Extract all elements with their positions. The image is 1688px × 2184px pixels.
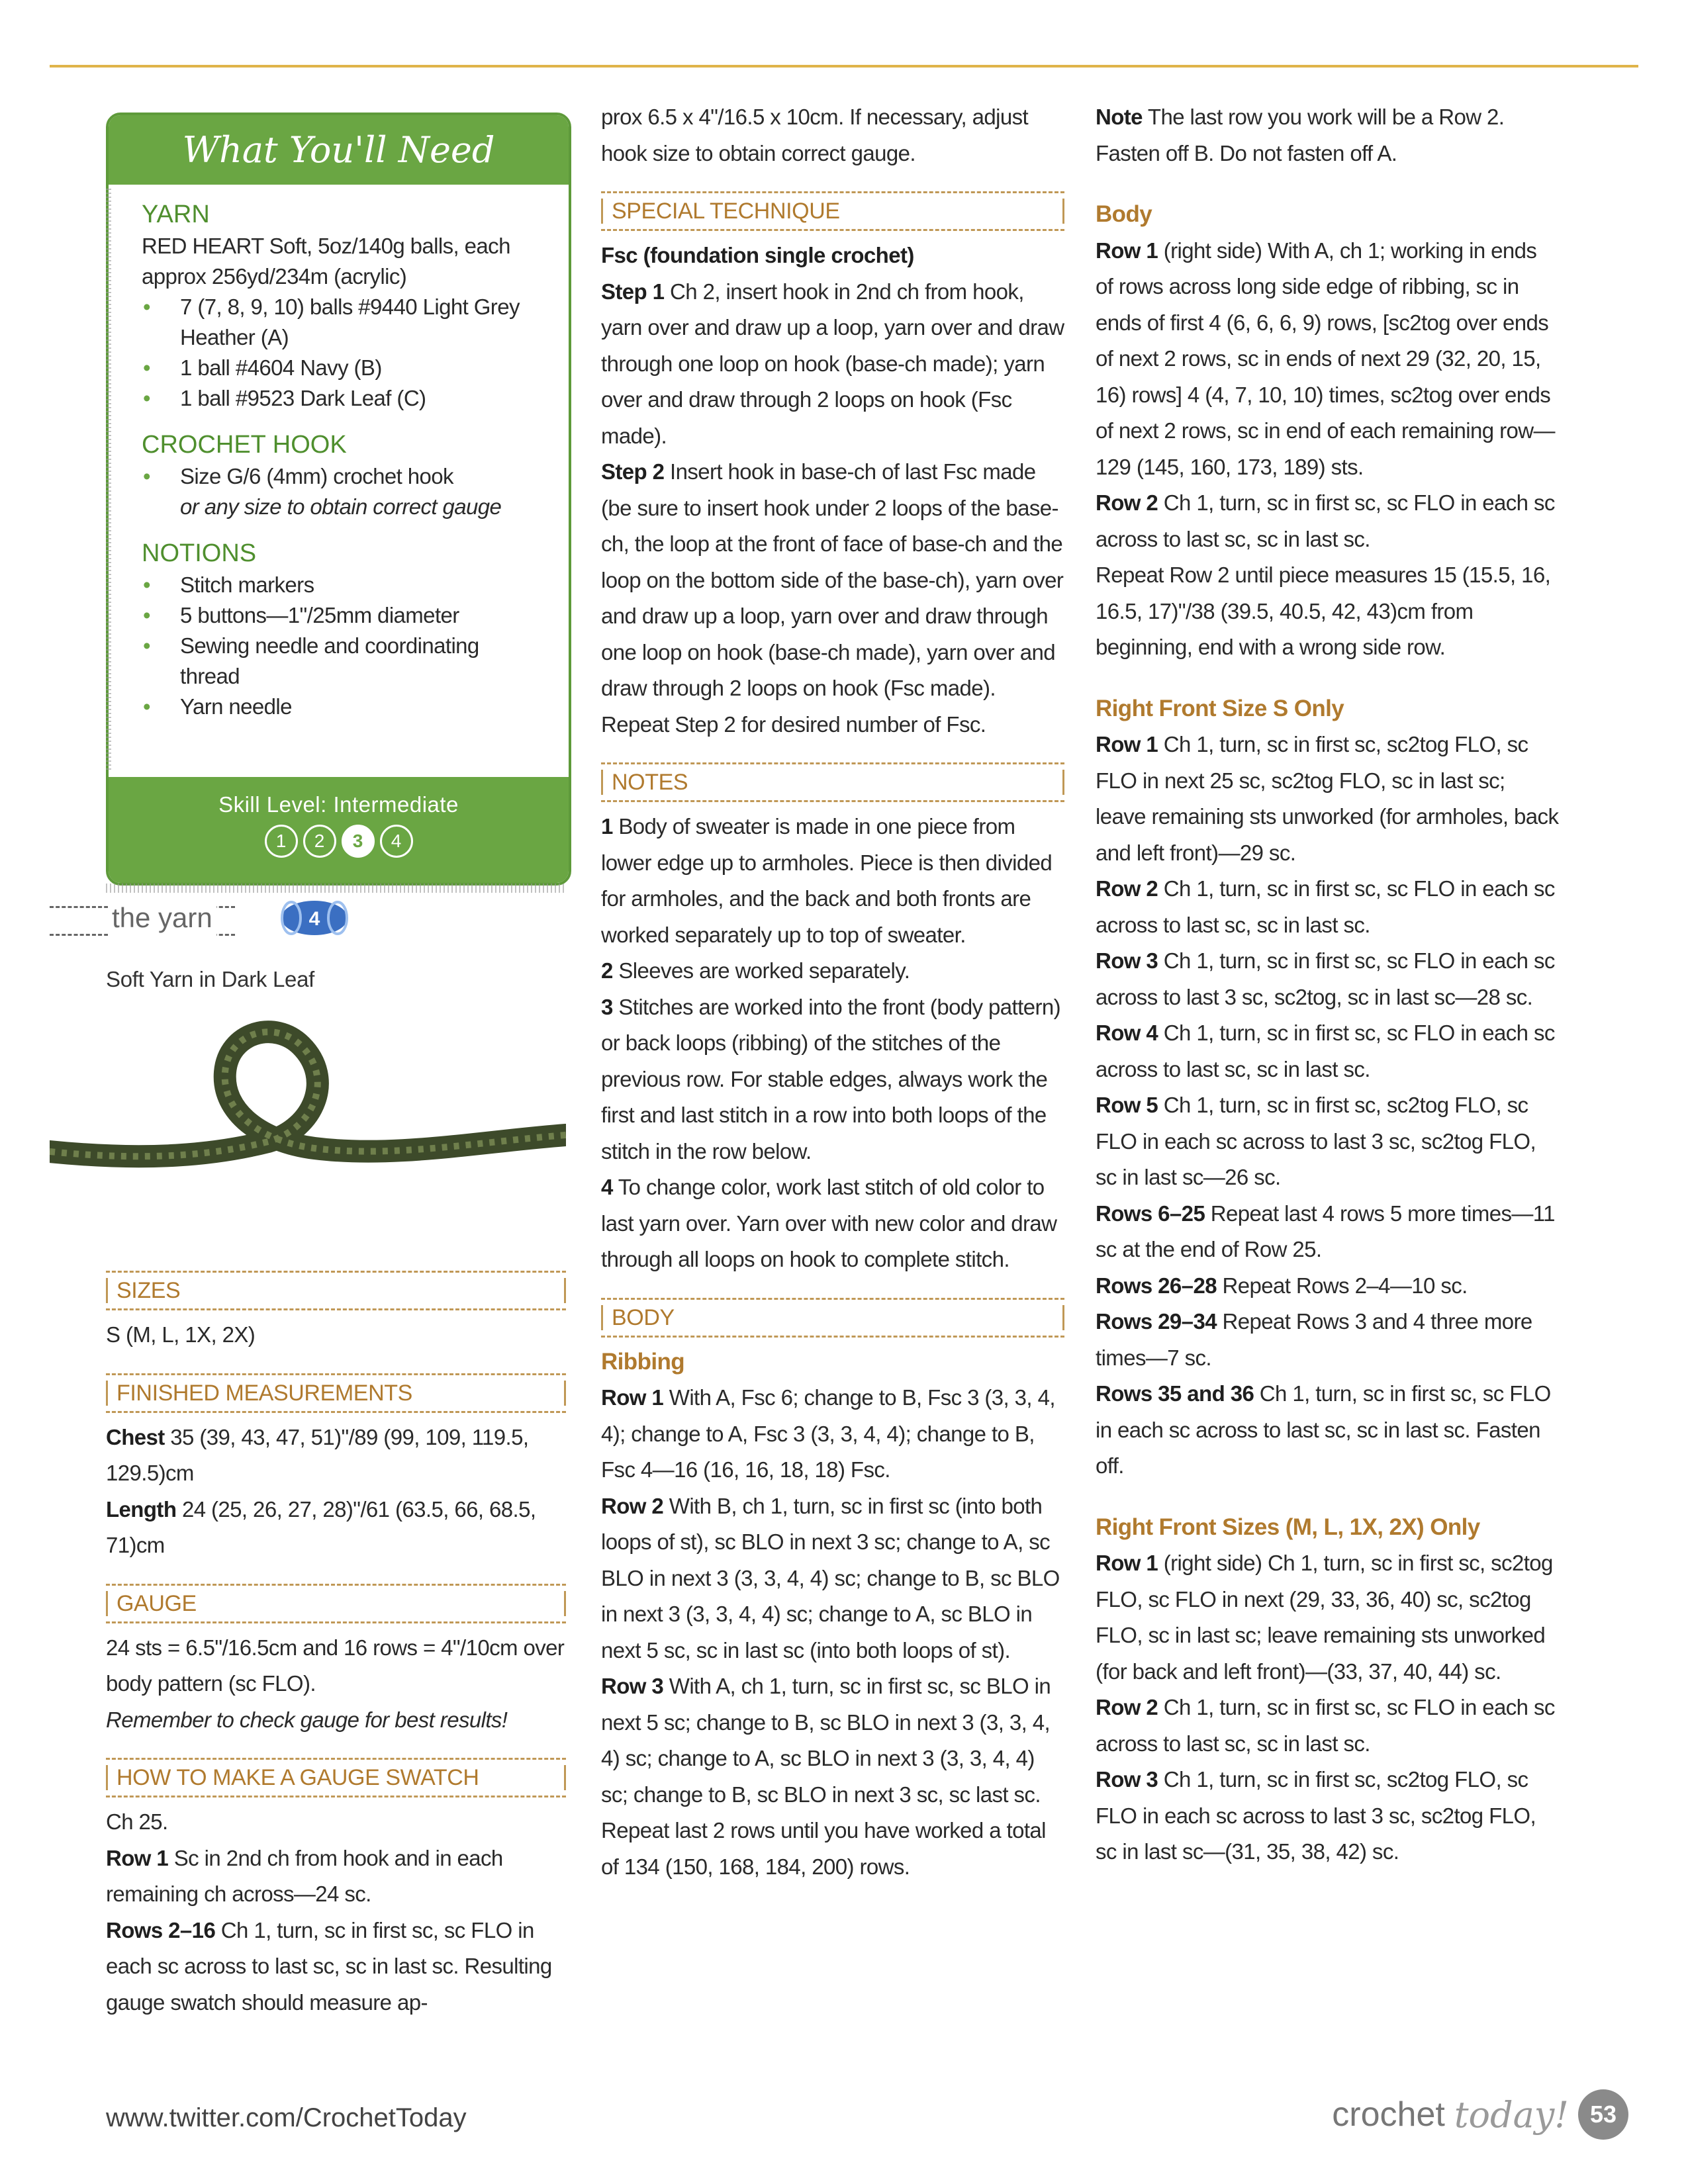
skill-level-label: Skill Level: Intermediate	[218, 792, 459, 817]
row-label: Row 1	[601, 1385, 664, 1410]
yarn-label-row	[50, 897, 328, 936]
s-rows6-25	[1096, 1196, 1559, 1268]
gauge-note: Remember to check gauge for best results!	[106, 1707, 508, 1732]
skill-level-dots	[109, 825, 569, 858]
row-label: Row 3	[1096, 1767, 1158, 1792]
gauge-heading: GAUGE	[106, 1584, 566, 1623]
row-text: With B, ch 1, turn, sc in first sc (into both loops of st), sc BLO in next 3 sc; change to A, sc BLO in next 3 (3, 3, 4, 4) sc; change to B, sc BLO in next 3 (3, 3, 4, 4) sc; change to A, sc BLO in next 5 sc, sc in last sc (into both loops of st).	[601, 1493, 1060, 1662]
yarn-weight-number: 4	[308, 908, 320, 930]
note-1	[601, 809, 1064, 953]
row-text: Ch 1, turn, sc in first sc, sc FLO in each sc across to last sc, sc in last sc.	[1096, 490, 1555, 551]
footer-brand	[1332, 2085, 1628, 2144]
chest-line	[106, 1420, 566, 1492]
footer-twitter-url[interactable]: www.twitter.com/CrochetToday	[106, 2103, 467, 2132]
skill-dot-2: 2	[303, 825, 336, 858]
yarn-item: • 1 ball #9523 Dark Leaf (C)	[142, 383, 542, 414]
m-row3	[1096, 1762, 1559, 1870]
note-text: Sleeves are worked separately.	[618, 958, 910, 983]
step-text: Ch 2, insert hook in 2nd ch from hook, yarn over and draw up a loop, yarn over and draw through one loop on hook (base-ch made); yarn over and draw through 2 loops on hook (Fsc made).	[601, 279, 1064, 448]
gauge-text: 24 sts = 6.5"/16.5cm and 16 rows = 4"/10cm over body pattern (sc FLO).	[106, 1635, 565, 1696]
body-heading: BODY	[601, 1298, 1064, 1338]
yarn-label: the yarn	[108, 898, 216, 938]
body-row2	[1096, 485, 1559, 557]
body-repeat: Repeat Row 2 until piece measures 15 (15.5, 16, 16.5, 17)"/38 (39.5, 40.5, 42, 43)cm from beginning, end with a wrong side row.	[1096, 563, 1551, 659]
notions-item: • Yarn needle	[142, 692, 542, 722]
yarn-item: • 7 (7, 8, 9, 10) balls #9440 Light Grey Heather (A)	[142, 292, 542, 353]
special-technique-heading: SPECIAL TECHNIQUE	[601, 191, 1064, 231]
length-label: Length	[106, 1496, 177, 1522]
fsc-title: Fsc (foundation single crochet)	[601, 243, 914, 267]
swatch-rows	[106, 1913, 566, 2021]
row-label: Row 3	[1096, 948, 1158, 973]
notions-heading: NOTIONS	[142, 539, 257, 567]
what-you-need-box	[106, 113, 571, 886]
step1	[601, 274, 1064, 455]
row-label: Rows 6–25	[1096, 1201, 1205, 1226]
notions-item: • 5 buttons—1"/25mm diameter	[142, 600, 542, 631]
skill-dot-3-active: 3	[342, 825, 375, 858]
row-text: Sc in 2nd ch from hook and in each remaining ch across—24 sc.	[106, 1845, 503, 1906]
s-rows26-28	[1096, 1268, 1559, 1304]
s-row4	[1096, 1015, 1559, 1087]
gauge-swatch-heading: HOW TO MAKE A GAUGE SWATCH	[106, 1758, 566, 1797]
note-text: Stitches are worked into the front (body pattern) or back loops (ribbing) of the stitches of the previous row. For stable edges, always work the first and last stitch in a row into both loops of the stitch in the row below.	[601, 994, 1060, 1163]
row-label: Row 2	[1096, 490, 1158, 515]
note-text: The last row you work will be a Row 2. Fasten off B. Do not fasten off A.	[1096, 105, 1505, 165]
skill-level-bar	[109, 777, 569, 883]
row-text: Ch 1, turn, sc in first sc, sc FLO in each sc across to last sc, sc in last sc. Resulting gauge swatch should measure ap-	[106, 1917, 552, 2015]
hook-list	[142, 461, 542, 522]
step-text: Insert hook in base-ch of last Fsc made (be sure to insert hook under 2 loops of the base-ch, the loop at the front of face of base-ch and the loop on the bottom side of the base-ch), yarn over and draw up a loop, yarn over and draw through one loop on hook (base-ch made), yarn over and draw through 2 loops on hook (Fsc made).	[601, 459, 1064, 700]
row-label: Row 5	[1096, 1093, 1158, 1117]
step2	[601, 454, 1064, 707]
ribbing-row1	[601, 1380, 1064, 1488]
finished-measurements-heading: FINISHED MEASUREMENTS	[106, 1373, 566, 1413]
row-text: Ch 1, turn, sc in first sc, sc2tog FLO, sc FLO in each sc across to last 3 sc, sc2tog FLO, sc in last sc—(31, 35, 38, 42) sc.	[1096, 1767, 1536, 1864]
row-label: Row 1	[106, 1845, 169, 1870]
note-2	[601, 953, 1064, 989]
what-you-need-title: What You'll Need	[109, 115, 569, 185]
right-front-s-subheading: Right Front Size S Only	[1096, 695, 1344, 721]
notions-item: • Stitch markers	[142, 570, 542, 600]
note-number: 2	[601, 958, 613, 983]
chest-label: Chest	[106, 1424, 165, 1449]
swatch-row1	[106, 1841, 566, 1913]
what-you-need-body	[109, 185, 569, 722]
page-number: 53	[1578, 2089, 1628, 2140]
brand-wordmark: crochet	[1332, 2095, 1445, 2134]
row-text: With A, ch 1, turn, sc in first sc, sc BLO in next 5 sc; change to B, sc BLO in next 3 (3, 3, 4, 4) sc; change to A, sc BLO in next 3 (3, 3, 4, 4) sc; change to B, sc BLO in next 3 sc, sc last sc.	[601, 1674, 1051, 1807]
row-label: Row 2	[1096, 1695, 1158, 1719]
row-text: (right side) With A, ch 1; working in ends of rows across long side edge of ribbing, sc in ends of first 4 (6, 6, 6, 9) rows, [sc2tog over ends of next 2 rows, sc in ends of next 29 (32, 20, 15, 16) rows] 4 (4, 7, 10, 10) times, sc2tog over ends of next 2 rows, sc in end of each remaining row—129 (145, 160, 173, 189) sts.	[1096, 238, 1555, 479]
m-row2	[1096, 1690, 1559, 1762]
notions-list	[142, 570, 542, 722]
right-front-m-2x-subheading: Right Front Sizes (M, L, 1X, 2X) Only	[1096, 1514, 1480, 1540]
row-label: Rows 29–34	[1096, 1309, 1217, 1334]
ribbing-row3	[601, 1668, 1064, 1813]
row-text: Ch 1, turn, sc in first sc, sc FLO in each sc across to last sc, sc in last sc.	[1096, 1695, 1555, 1756]
s-rows35-36	[1096, 1376, 1559, 1484]
s-row3	[1096, 943, 1559, 1015]
column-3	[1096, 99, 1559, 1870]
ribbing-repeat: Repeat last 2 rows until you have worked a total of 134 (150, 168, 184, 200) rows.	[601, 1818, 1046, 1879]
s-row5	[1096, 1087, 1559, 1196]
notes-heading: NOTES	[601, 762, 1064, 802]
row-text: Repeat last 4 rows 5 more times—11 sc at the end of Row 25.	[1096, 1201, 1555, 1261]
row-text: With A, Fsc 6; change to B, Fsc 3 (3, 3, 4, 4); change to A, Fsc 3 (3, 3, 4, 4); change to B, Fsc 4—16 (16, 16, 18, 18) Fsc.	[601, 1385, 1055, 1482]
row-text: (right side) Ch 1, turn, sc in first sc, sc2tog FLO, sc FLO in next (29, 33, 36, 40) sc, sc2tog FLO, sc in last sc; leave remaining sts unworked (for back and left front)—(33, 37, 40, 44) sc.	[1096, 1551, 1553, 1684]
m-row1	[1096, 1545, 1559, 1690]
length-value: 24 (25, 26, 27, 28)"/61 (63.5, 66, 68.5, 71)cm	[106, 1496, 536, 1557]
stitch-border-decoration	[106, 884, 566, 893]
note-text: To change color, work last stitch of old color to last yarn over. Yarn over with new color and draw through all loops on hook to complete stitch.	[601, 1175, 1057, 1271]
ribbing-row2	[601, 1488, 1064, 1669]
row-text: Ch 1, turn, sc in first sc, sc FLO in each sc across to last sc, sc in last sc.	[1096, 1021, 1555, 1081]
note-label: Note	[1096, 105, 1143, 129]
note-number: 3	[601, 994, 613, 1019]
row-label: Row 1	[1096, 732, 1158, 756]
body-row1	[1096, 233, 1559, 486]
note-text: Body of sweater is made in one piece from lower edge up to armholes. Piece is then divided for armholes, and the back and both fronts are worked separately up to top of sweater.	[601, 814, 1053, 947]
hook-heading: CROCHET HOOK	[142, 431, 347, 459]
row-label: Row 4	[1096, 1021, 1158, 1045]
yarn-weight-icon	[278, 898, 351, 938]
row-label: Row 1	[1096, 238, 1158, 263]
s-row1	[1096, 727, 1559, 871]
row-label: Rows 2–16	[106, 1917, 216, 1942]
swatch-ch: Ch 25.	[106, 1809, 168, 1834]
row-label: Row 2	[601, 1493, 664, 1518]
row-label: Rows 26–28	[1096, 1273, 1217, 1298]
row-text: Repeat Rows 3 and 4 three more times—7 sc.	[1096, 1309, 1532, 1370]
yarn-caption: Soft Yarn in Dark Leaf	[106, 967, 315, 991]
column-2	[601, 99, 1064, 1885]
yarn-heading: YARN	[142, 201, 210, 228]
top-rule	[50, 65, 1638, 68]
ribbing-subheading: Ribbing	[601, 1348, 685, 1375]
hook-item-text: Size G/6 (4mm) crochet hook	[180, 464, 453, 488]
stitch-side-decoration	[106, 189, 111, 771]
body-subheading: Body	[1096, 201, 1152, 227]
hook-note: or any size to obtain correct gauge	[180, 494, 502, 519]
note-3	[601, 989, 1064, 1170]
row-label: Row 1	[1096, 1551, 1158, 1575]
s-rows29-34	[1096, 1304, 1559, 1376]
step-label: Step 1	[601, 279, 665, 304]
row-text: Ch 1, turn, sc in first sc, sc FLO in each sc across to last sc, sc in last sc. Fasten off.	[1096, 1381, 1551, 1478]
yarn-description: RED HEART Soft, 5oz/140g balls, each approx 256yd/234m (acrylic)	[142, 234, 510, 289]
continued-text: prox 6.5 x 4"/16.5 x 10cm. If necessary, adjust hook size to obtain correct gauge.	[601, 105, 1029, 165]
length-line	[106, 1492, 566, 1564]
chest-value: 35 (39, 43, 47, 51)"/89 (99, 109, 119.5, 129.5)cm	[106, 1424, 529, 1485]
yarn-item: • 1 ball #4604 Navy (B)	[142, 353, 542, 383]
skill-dot-4: 4	[380, 825, 413, 858]
row-text: Repeat Rows 2–4—10 sc.	[1222, 1273, 1468, 1298]
note-line	[1096, 99, 1559, 171]
step-label: Step 2	[601, 459, 665, 484]
skill-dot-1: 1	[265, 825, 298, 858]
yarn-list	[142, 292, 542, 414]
row-label: Row 3	[601, 1674, 664, 1698]
yarn-strand-image	[50, 999, 566, 1198]
column-1-lower	[106, 1251, 566, 2021]
note-number: 1	[601, 814, 613, 839]
note-4	[601, 1169, 1064, 1278]
hook-item	[142, 461, 542, 522]
notions-item: • Sewing needle and coordinating thread	[142, 631, 542, 692]
sizes-heading: SIZES	[106, 1271, 566, 1310]
row-text: Ch 1, turn, sc in first sc, sc2tog FLO, sc FLO in each sc across to last 3 sc, sc2tog FLO, sc in last sc—26 sc.	[1096, 1093, 1536, 1189]
sizes-text: S (M, L, 1X, 2X)	[106, 1322, 256, 1347]
row-label: Rows 35 and 36	[1096, 1381, 1254, 1406]
row-label: Row 2	[1096, 876, 1158, 901]
row-text: Ch 1, turn, sc in first sc, sc FLO in each sc across to last sc, sc in last sc.	[1096, 876, 1555, 937]
row-text: Ch 1, turn, sc in first sc, sc2tog FLO, sc FLO in next 25 sc, sc2tog FLO, sc in last sc; leave remaining sts unworked (for armholes, back and left front)—29 sc.	[1096, 732, 1559, 865]
repeat-step2: Repeat Step 2 for desired number of Fsc.	[601, 711, 986, 737]
note-number: 4	[601, 1175, 613, 1199]
brand-wordmark-script: today!	[1454, 2093, 1569, 2136]
s-row2	[1096, 871, 1559, 943]
row-text: Ch 1, turn, sc in first sc, sc FLO in each sc across to last 3 sc, sc2tog, sc in last sc—28 sc.	[1096, 948, 1555, 1009]
